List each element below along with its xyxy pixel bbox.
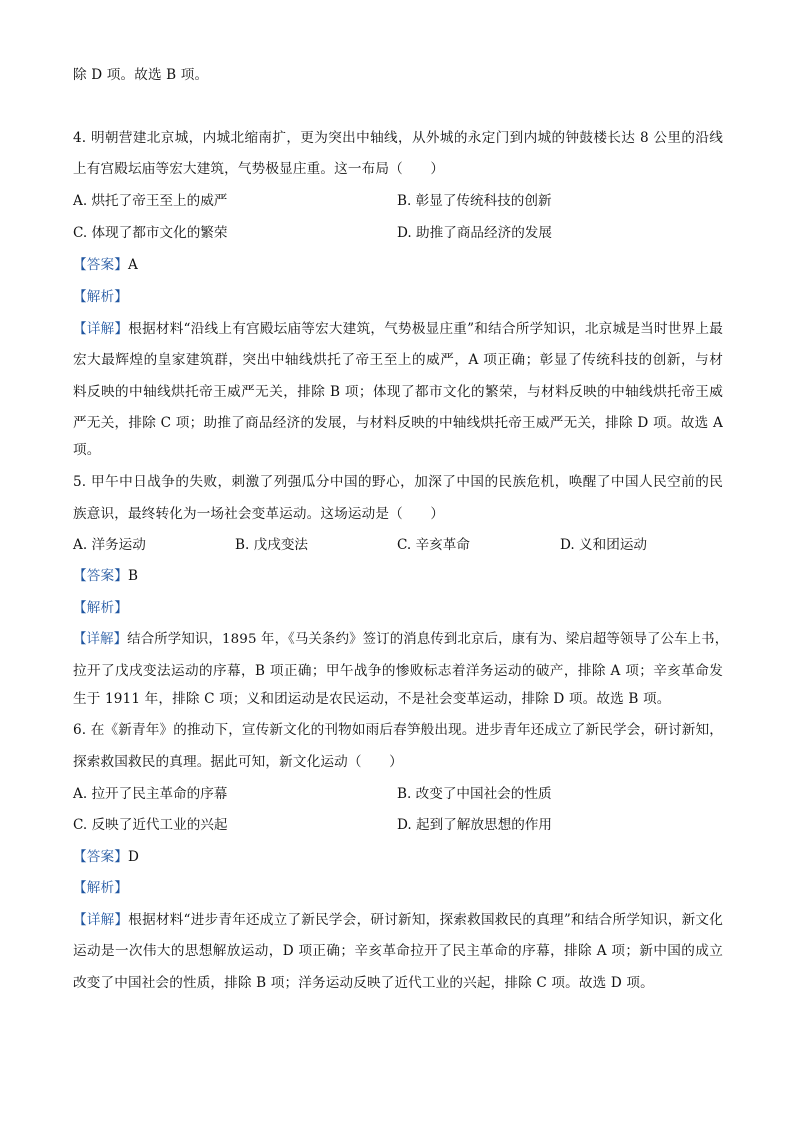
q5-detail-line-3: 生于 1911 年，排除 C 项；义和团运动是农民运动，不是社会变革运动，排除 D 项。故选 B 项。 (73, 691, 671, 707)
q6-stem-line-2: 探索救国救民的真理。据此可知，新文化运动（ ） (73, 754, 403, 770)
intro-line: 除 D 项。故选 B 项。 (73, 67, 209, 83)
q5-detail-text-1: 结合所学知识，1895 年，《马关条约》签订的消息传到北京后，康有为、梁启超等领导了公车上书， (127, 632, 729, 647)
q4-option-d: D. 助推了商品经济的发展 (397, 225, 552, 241)
q5-detail-tag: 【详解】 (73, 632, 128, 647)
q6-analysis-tag: 【解析】 (73, 880, 128, 896)
q6-detail-line-1 (73, 911, 723, 929)
q6-detail-line-2: 运动是一次伟大的思想解放运动，D 项正确；辛亥革命拉开了民主革命的序幕，排除 A 项；新中国的成立 (73, 943, 723, 959)
q6-option-a: A. 拉开了民主革命的序幕 (73, 786, 228, 802)
q6-detail-text-1: 根据材料“进步青年还成立了新民学会，研讨新知，探索救国救民的真理”和结合所学知识，新文化 (128, 912, 723, 928)
q4-detail-tag: 【详解】 (73, 321, 129, 337)
q5-stem-line-1: 5. 甲午中日战争的失败，刺激了列强瓜分中国的野心，加深了中国的民族危机，唤醒了中国人民空前的民 (73, 474, 723, 490)
q4-option-c: C. 体现了都市文化的繁荣 (73, 225, 228, 241)
q4-detail-line-3: 料反映的中轴线烘托帝王威严无关，排除 B 项；体现了都市文化的繁荣，与材料反映的中轴线烘托帝王威 (73, 384, 723, 400)
q6-option-c: C. 反映了近代工业的兴起 (73, 817, 228, 833)
q4-detail-line-4: 严无关，排除 C 项；助推了商品经济的发展，与材料反映的中轴线烘托帝王威严无关，排除 D 项。故选 A (73, 415, 723, 431)
q4-detail-line-5: 项。 (73, 442, 101, 458)
q5-stem-line-2: 族意识，最终转化为一场社会变革运动。这场运动是（ ） (73, 506, 445, 522)
q4-answer-tag: 【答案】 (73, 257, 128, 273)
q6-answer-tag: 【答案】 (73, 849, 128, 865)
q4-option-b: B. 彰显了传统科技的创新 (397, 193, 552, 209)
q6-answer (73, 848, 723, 866)
q6-detail-line-3: 改变了中国社会的性质，排除 B 项；洋务运动反映了近代工业的兴起，排除 C 项。故选 D 项。 (73, 975, 654, 991)
q4-option-a: A. 烘托了帝王至上的威严 (73, 193, 228, 209)
q6-option-b: B. 改变了中国社会的性质 (397, 786, 552, 802)
q5-option-a: A. 洋务运动 (73, 537, 146, 553)
q4-detail-line-2: 宏大最辉煌的皇家建筑群，突出中轴线烘托了帝王至上的威严，A 项正确；彰显了传统科技的创新，与材 (73, 352, 723, 368)
q5-answer-value: B (127, 568, 139, 584)
q5-answer-tag: 【答案】 (73, 568, 128, 584)
q6-stem-line-1: 6. 在《新青年》的推动下，宣传新文化的刊物如雨后春笋般出现。进步青年还成立了新民学会，研讨新知， (73, 722, 723, 738)
q5-detail-line-1 (73, 631, 729, 649)
q5-analysis-tag: 【解析】 (73, 600, 128, 616)
q5-option-c: C. 辛亥革命 (397, 537, 470, 553)
q6-answer-value: D (127, 849, 140, 865)
q4-detail-text-1: 根据材料“沿线上有宫殿坛庙等宏大建筑，气势极显庄重”和结合所学知识，北京城是当时世界上最 (128, 321, 723, 337)
q5-option-b: B. 戊戌变法 (235, 537, 309, 553)
q5-option-d: D. 义和团运动 (560, 537, 648, 553)
q4-detail-line-1 (73, 320, 723, 338)
q4-stem-line-2: 上有宫殿坛庙等宏大建筑，气势极显庄重。这一布局（ ） (73, 161, 445, 177)
q4-stem-line-1: 4. 明朝营建北京城，内城北缩南扩，更为突出中轴线，从外城的永定门到内城的钟鼓楼长达 8 公里的沿线 (73, 130, 723, 146)
q6-option-d: D. 起到了解放思想的作用 (397, 817, 552, 833)
q5-detail-line-2: 拉开了戊戌变法运动的序幕，B 项正确；甲午战争的惨败标志着洋务运动的破产，排除 A 项；辛亥革命发 (73, 663, 723, 679)
q6-detail-tag: 【详解】 (73, 912, 129, 928)
q4-answer-value: A (127, 257, 138, 273)
q4-answer (73, 256, 723, 274)
q4-analysis-tag: 【解析】 (73, 289, 128, 305)
q5-answer (73, 567, 723, 585)
